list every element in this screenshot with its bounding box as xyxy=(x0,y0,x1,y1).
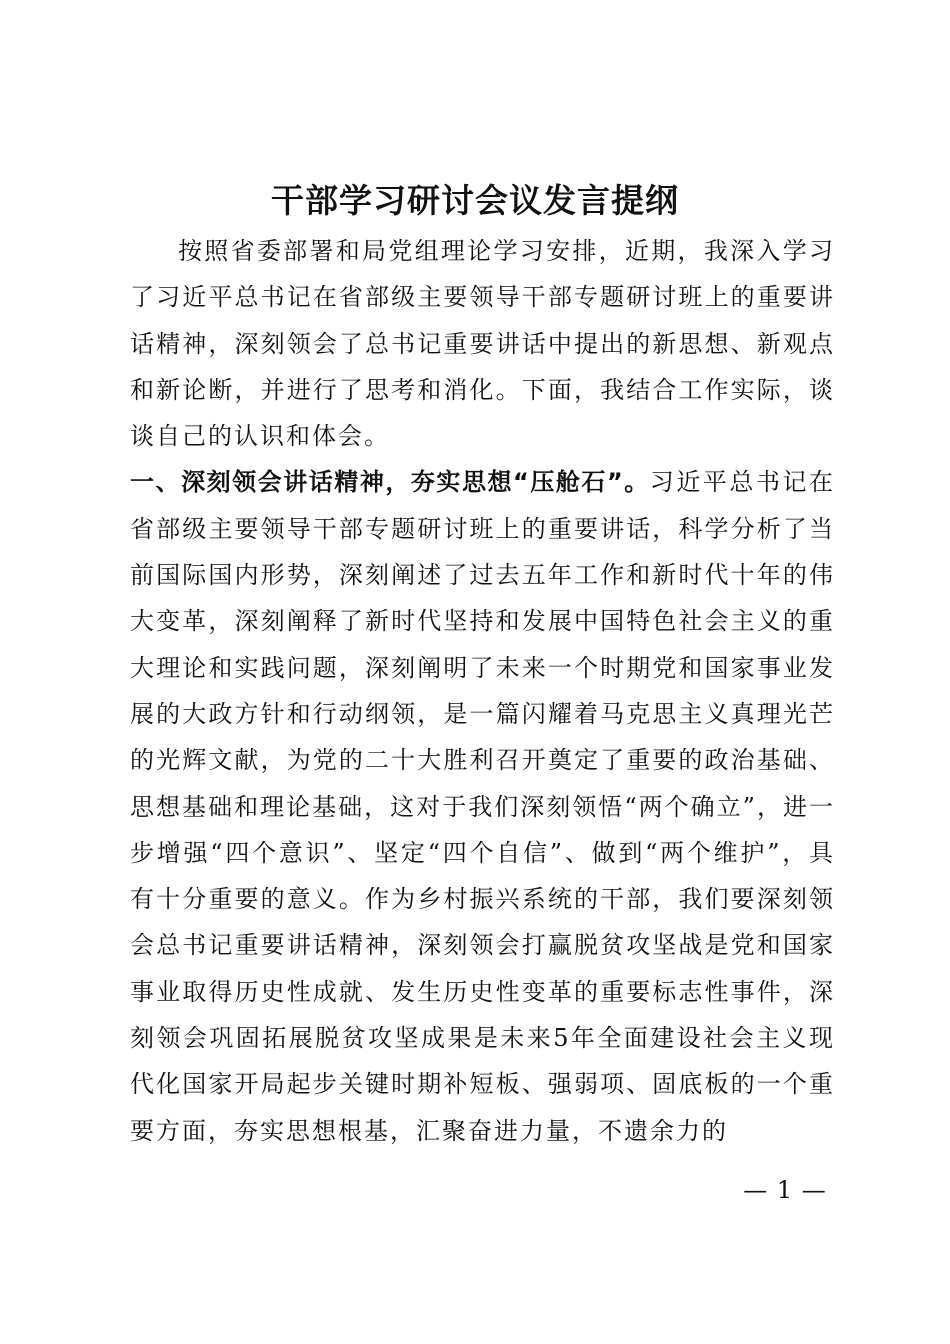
section-1-paragraph xyxy=(130,459,835,1153)
document-title: 干部学习研讨会议发言提纲 xyxy=(271,181,679,220)
section-1-body: 习近平总书记在省部级主要领导干部专题研讨班上的重要讲话，科学分析了当前国际国内形势，深刻阐述了过去五年工作和新时代十年的伟大变革，深刻阐释了新时代坚持和发展中国特色社会主义的重大理论和实践问题，深刻阐明了未来一个时期党和国家事业发展的大政方针和行动纲领，是一篇闪耀着马克思主义真理光芒的光辉文献，为党的二十大胜利召开奠定了重要的政治基础、思想基础和理论基础，这对于我们深刻领悟“两个确立”，进一步增强“四个意识”、坚定“四个自信”、做到“两个维护”，具有十分重要的意义。作为乡村振兴系统的干部，我们要深刻领会总书记重要讲话精神，深刻领会打赢脱贫攻坚战是党和国家事业取得历史性成就、发生历史性变革的重要标志性事件，深刻领会巩固拓展脱贫攻坚成果是未来5年全面建设社会主义现代化国家开局起步关键时期补短板、强弱项、固底板的一个重要方面，夯实思想根基，汇聚奋进力量，不遗余力的 xyxy=(130,468,836,1145)
page-number: — 1 — xyxy=(743,1176,827,1204)
section-1-heading: 一、深刻领会讲话精神，夯实思想“压舱石”。 xyxy=(130,468,650,497)
intro-paragraph: 按照省委部署和局党组理论学习安排，近期，我深入学习了习近平总书记在省部级主要领导干部专题研讨班上的重要讲话精神，深刻领会了总书记重要讲话中提出的新思想、新观点和新论断，并进行了思考和消化。下面，我结合工作实际，谈谈自己的认识和体会。 xyxy=(130,237,835,451)
document-body xyxy=(130,228,835,1154)
